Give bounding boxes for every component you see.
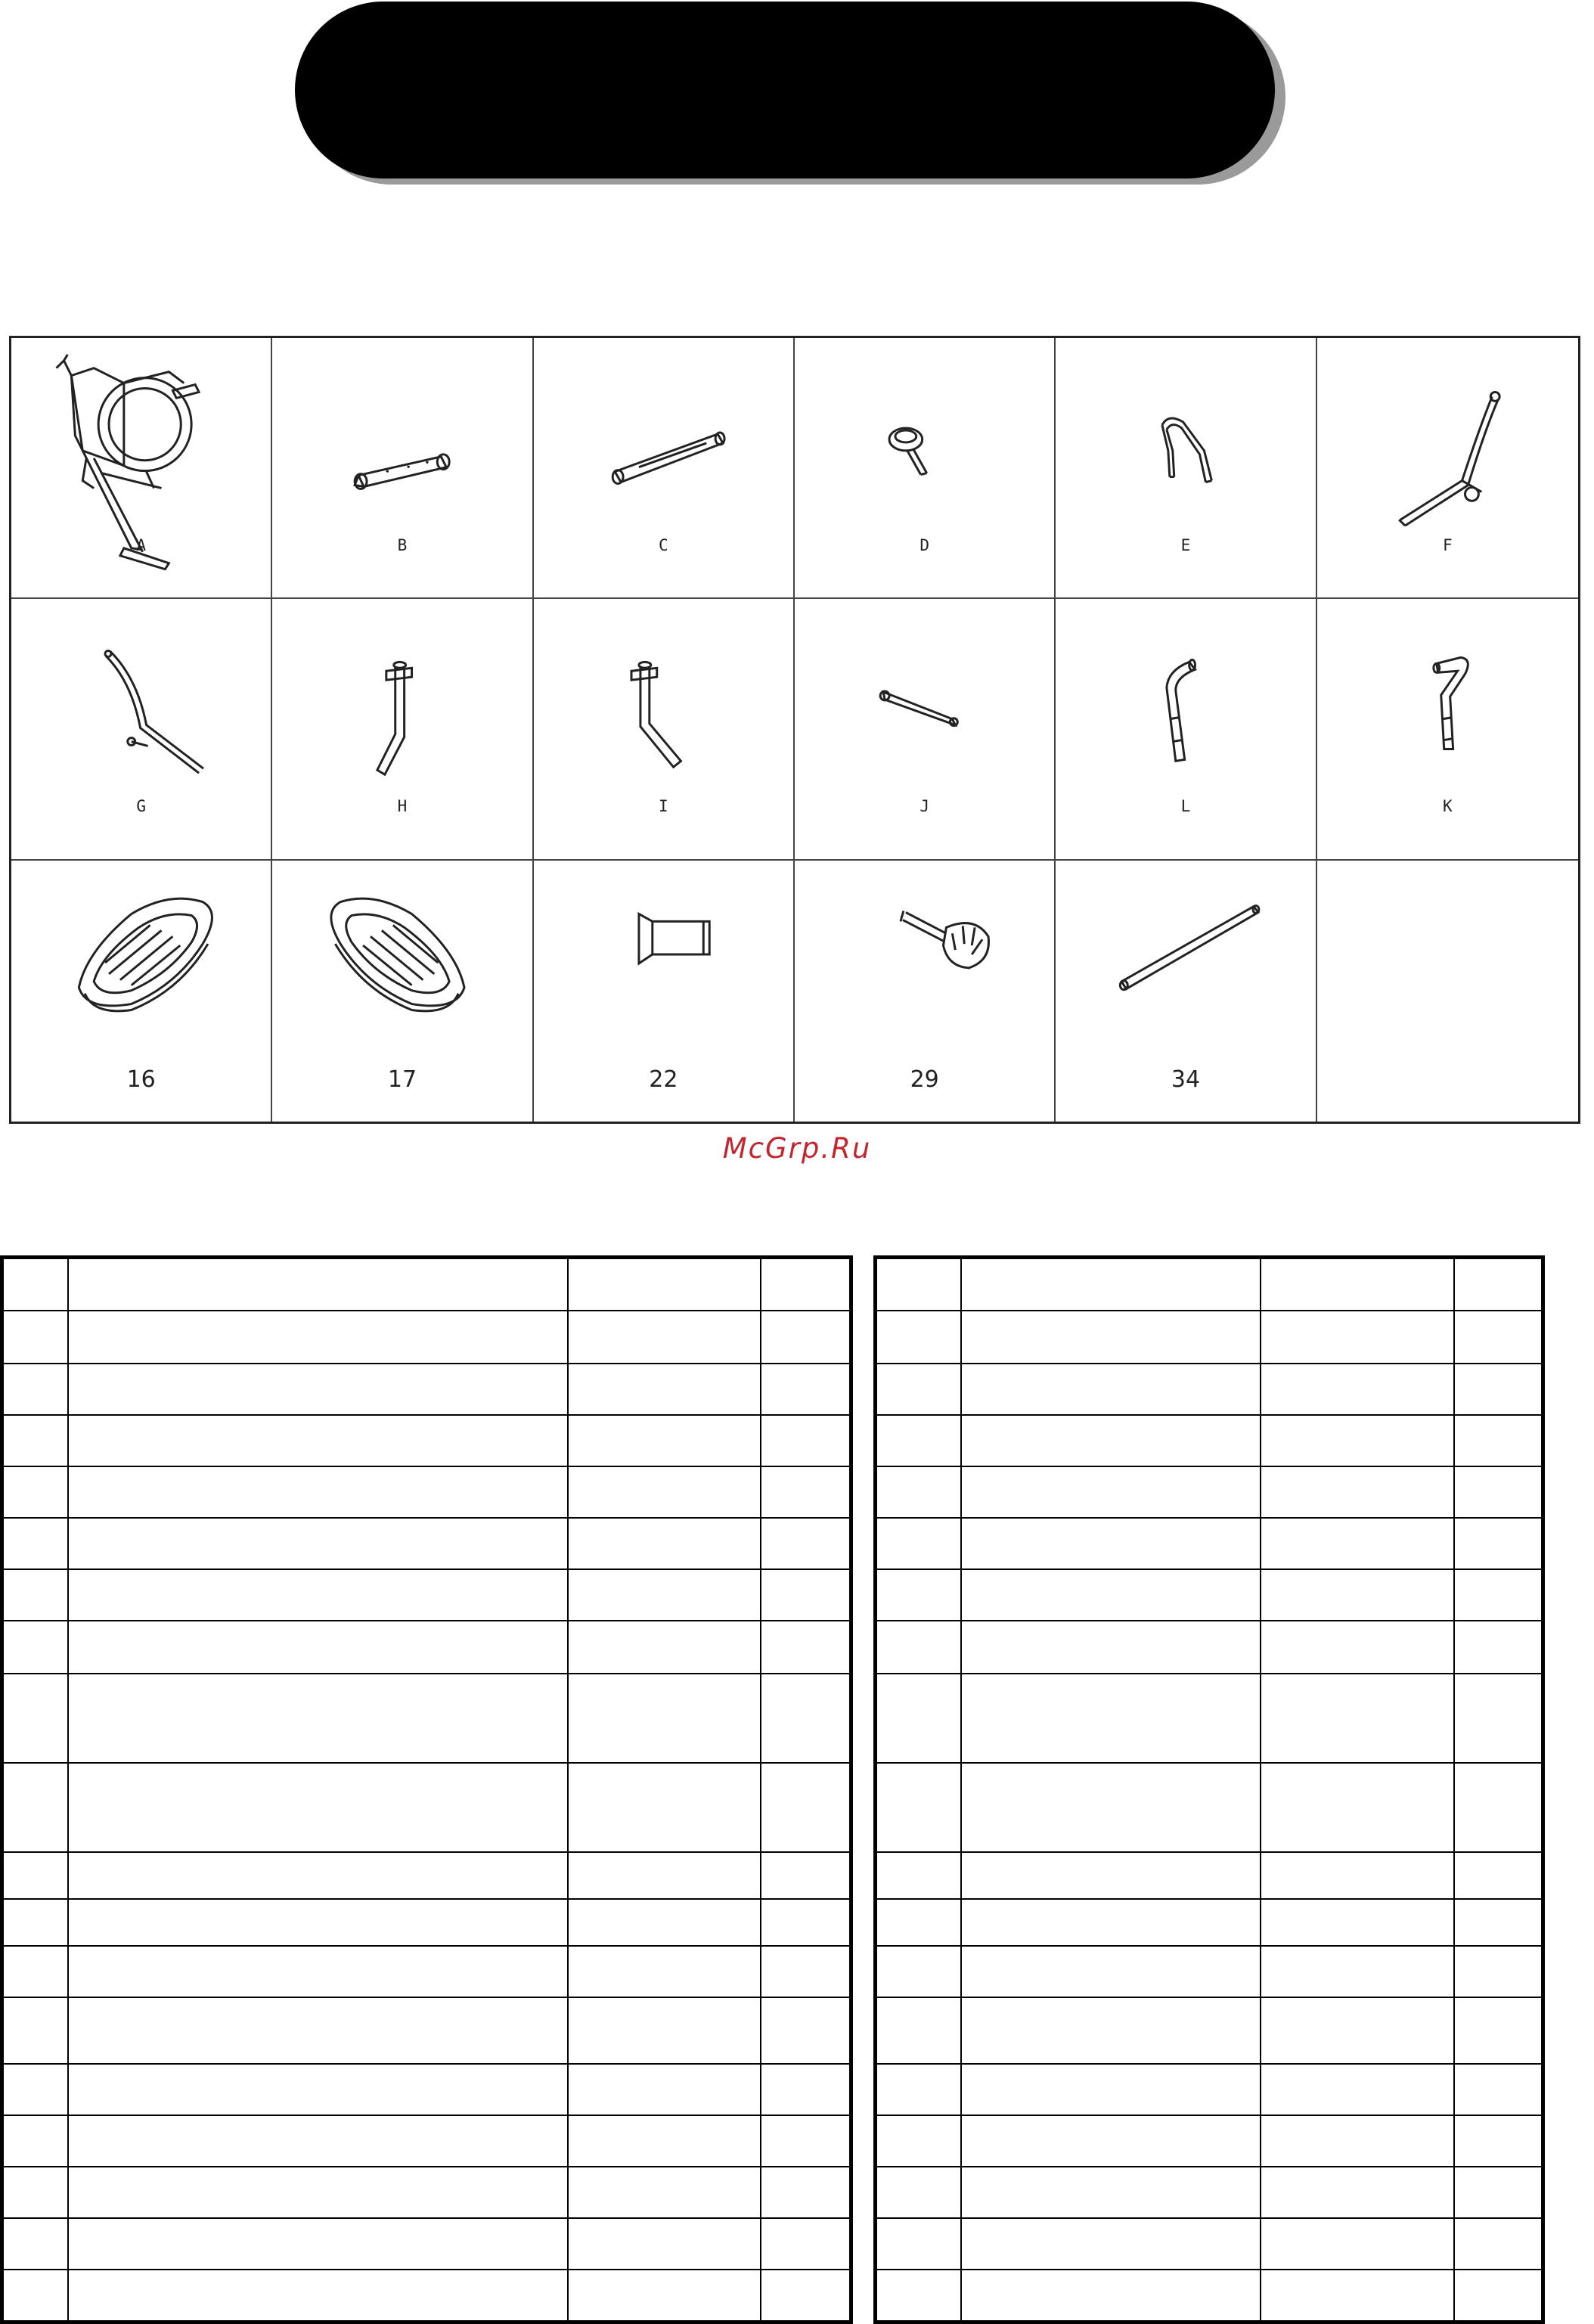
table-row bbox=[2, 1852, 851, 1899]
part-cell-16 bbox=[11, 861, 272, 1122]
table-cell bbox=[876, 1466, 961, 1518]
table-cell bbox=[1261, 2115, 1455, 2167]
table-cell bbox=[1261, 1415, 1455, 1466]
table-row bbox=[876, 1518, 1543, 1569]
table-cell bbox=[68, 2064, 568, 2115]
table-row bbox=[2, 1518, 851, 1569]
link-bar-icon bbox=[795, 599, 1054, 858]
table-cell bbox=[1261, 1311, 1455, 1364]
table-cell bbox=[761, 2064, 851, 2115]
table-cell bbox=[2, 1518, 69, 1569]
table-cell bbox=[68, 1946, 568, 1997]
table-cell bbox=[1454, 1415, 1543, 1466]
table-cell bbox=[961, 1311, 1261, 1364]
table-cell bbox=[761, 2115, 851, 2167]
table-cell bbox=[876, 1364, 961, 1415]
table-cell bbox=[68, 1621, 568, 1674]
table-row bbox=[876, 1569, 1543, 1621]
table-cell bbox=[2, 1466, 69, 1518]
part-label: 22 bbox=[649, 1066, 678, 1093]
table-cell bbox=[961, 1674, 1261, 1763]
table-cell bbox=[1454, 2270, 1543, 2322]
handlebar-icon bbox=[1056, 338, 1315, 597]
table-row bbox=[2, 1899, 851, 1946]
table-cell bbox=[1454, 1621, 1543, 1674]
table-cell bbox=[761, 1674, 851, 1763]
table-cell bbox=[2, 2270, 69, 2322]
table-cell bbox=[68, 1518, 568, 1569]
parts-list-table-right bbox=[873, 1255, 1545, 2324]
part-label: H bbox=[397, 797, 408, 816]
part-cell-j bbox=[795, 599, 1056, 860]
table-cell bbox=[2, 2115, 69, 2167]
table-cell bbox=[1454, 1311, 1543, 1364]
table-cell bbox=[761, 1899, 851, 1946]
table-row bbox=[876, 1946, 1543, 1997]
table-row bbox=[2, 1415, 851, 1466]
table-cell bbox=[2, 2167, 69, 2218]
table-cell bbox=[1261, 1997, 1455, 2064]
table-row bbox=[2, 2218, 851, 2270]
table-cell bbox=[876, 1674, 961, 1763]
part-label: F bbox=[1443, 536, 1453, 554]
table-row bbox=[876, 1364, 1543, 1415]
table-cell bbox=[68, 1569, 568, 1621]
table-cell bbox=[2, 1997, 69, 2064]
table-cell bbox=[68, 1997, 568, 2064]
table-row bbox=[876, 2270, 1543, 2322]
table-cell bbox=[68, 2218, 568, 2270]
part-cell-i bbox=[534, 599, 795, 860]
table-cell bbox=[568, 1899, 761, 1946]
table-cell bbox=[568, 1311, 761, 1364]
table-cell bbox=[876, 1852, 961, 1899]
part-label: L bbox=[1180, 797, 1191, 816]
part-cell-empty bbox=[1317, 861, 1578, 1122]
part-label: D bbox=[919, 536, 929, 554]
table-cell bbox=[568, 1364, 761, 1415]
table-cell bbox=[876, 1311, 961, 1364]
table-cell bbox=[761, 1852, 851, 1899]
table-cell bbox=[568, 1852, 761, 1899]
table-cell bbox=[2, 1946, 69, 1997]
table-cell bbox=[2, 1415, 69, 1466]
table-row bbox=[876, 2064, 1543, 2115]
table-cell bbox=[2, 1763, 69, 1852]
table-cell bbox=[876, 1258, 961, 1311]
table-row bbox=[876, 1763, 1543, 1852]
table-cell bbox=[761, 1415, 851, 1466]
table-cell bbox=[1261, 1621, 1455, 1674]
hooked-tube-icon bbox=[1317, 599, 1578, 858]
table-row bbox=[876, 1674, 1543, 1763]
table-cell bbox=[2, 1569, 69, 1621]
table-cell bbox=[961, 2270, 1261, 2322]
table-cell bbox=[761, 1621, 851, 1674]
table-cell bbox=[1261, 1946, 1455, 1997]
table-cell bbox=[568, 1415, 761, 1466]
part-cell-22 bbox=[534, 861, 795, 1122]
table-cell bbox=[1454, 1466, 1543, 1518]
table-cell bbox=[1454, 1852, 1543, 1899]
table-row bbox=[876, 1621, 1543, 1674]
table-cell bbox=[761, 1258, 851, 1311]
table-cell bbox=[761, 2167, 851, 2218]
table-cell bbox=[1454, 2064, 1543, 2115]
table-cell bbox=[961, 2218, 1261, 2270]
table-row bbox=[2, 1466, 851, 1518]
part-label: B bbox=[397, 536, 408, 554]
table-cell bbox=[1261, 1258, 1455, 1311]
table-cell bbox=[68, 1415, 568, 1466]
table-cell bbox=[761, 2270, 851, 2322]
table-cell bbox=[1454, 1674, 1543, 1763]
part-label: 17 bbox=[387, 1066, 417, 1093]
table-cell bbox=[1261, 1674, 1455, 1763]
table-cell bbox=[2, 1311, 69, 1364]
part-label: E bbox=[1180, 536, 1191, 554]
table-cell bbox=[1261, 2270, 1455, 2322]
table-cell bbox=[1454, 1569, 1543, 1621]
table-cell bbox=[568, 1946, 761, 1997]
table-cell bbox=[568, 2064, 761, 2115]
part-label: I bbox=[659, 797, 668, 816]
stabilizer-bar-icon bbox=[272, 338, 532, 597]
table-row bbox=[2, 1258, 851, 1311]
table-cell bbox=[876, 1518, 961, 1569]
table-cell bbox=[1261, 2167, 1455, 2218]
table-cell bbox=[761, 1364, 851, 1415]
table-cell bbox=[2, 1852, 69, 1899]
table-cell bbox=[568, 2115, 761, 2167]
table-row bbox=[2, 1364, 851, 1415]
table-cell bbox=[568, 1763, 761, 1852]
table-cell bbox=[876, 1621, 961, 1674]
table-row bbox=[2, 1763, 851, 1852]
table-row bbox=[876, 2167, 1543, 2218]
part-cell-h bbox=[272, 599, 533, 860]
table-cell bbox=[1261, 1763, 1455, 1852]
part-label: 34 bbox=[1171, 1066, 1201, 1093]
table-cell bbox=[1261, 1364, 1455, 1415]
table-cell bbox=[961, 1569, 1261, 1621]
table-row bbox=[2, 2115, 851, 2167]
part-cell-a bbox=[11, 338, 272, 599]
table-cell bbox=[961, 1899, 1261, 1946]
table-row bbox=[2, 1569, 851, 1621]
arm-tube-icon bbox=[11, 599, 271, 858]
part-cell-b bbox=[272, 338, 533, 599]
table-row bbox=[876, 1997, 1543, 2064]
part-label: A bbox=[136, 536, 146, 554]
arm-tube-icon bbox=[1317, 338, 1578, 597]
table-row bbox=[876, 1311, 1543, 1364]
table-cell bbox=[876, 1899, 961, 1946]
table-row bbox=[2, 2167, 851, 2218]
table-cell bbox=[961, 1946, 1261, 1997]
table-cell bbox=[961, 1852, 1261, 1899]
table-cell bbox=[961, 1518, 1261, 1569]
table-cell bbox=[961, 2064, 1261, 2115]
table-cell bbox=[876, 1415, 961, 1466]
part-cell-e bbox=[1056, 338, 1316, 599]
part-cell-c bbox=[534, 338, 795, 599]
table-cell bbox=[2, 1258, 69, 1311]
table-cell bbox=[876, 1997, 961, 2064]
stabilizer-bar-icon bbox=[534, 338, 793, 597]
table-cell bbox=[2, 1899, 69, 1946]
table-cell bbox=[876, 1763, 961, 1852]
part-label: G bbox=[136, 797, 146, 816]
table-cell bbox=[761, 1763, 851, 1852]
table-cell bbox=[1454, 1364, 1543, 1415]
table-cell bbox=[1454, 2167, 1543, 2218]
table-cell bbox=[961, 1997, 1261, 2064]
table-cell bbox=[1261, 1466, 1455, 1518]
hooked-tube-icon bbox=[1056, 599, 1315, 858]
title-banner bbox=[295, 2, 1275, 178]
table-cell bbox=[876, 2218, 961, 2270]
table-row bbox=[876, 1415, 1543, 1466]
table-cell bbox=[2, 2218, 69, 2270]
table-cell bbox=[568, 1518, 761, 1569]
table-cell bbox=[961, 1364, 1261, 1415]
table-cell bbox=[1454, 1258, 1543, 1311]
table-cell bbox=[876, 1946, 961, 1997]
table-cell bbox=[68, 1466, 568, 1518]
part-cell-29 bbox=[795, 861, 1056, 1122]
table-cell bbox=[961, 1466, 1261, 1518]
part-label: 16 bbox=[126, 1066, 156, 1093]
table-cell bbox=[68, 1364, 568, 1415]
table-row bbox=[2, 2064, 851, 2115]
part-label: J bbox=[919, 797, 929, 816]
table-cell bbox=[1454, 2115, 1543, 2167]
table-row bbox=[876, 1899, 1543, 1946]
table-row bbox=[2, 1621, 851, 1674]
table-row bbox=[876, 1258, 1543, 1311]
part-cell-34 bbox=[1056, 861, 1316, 1122]
table-cell bbox=[2, 1674, 69, 1763]
table-cell bbox=[1261, 1899, 1455, 1946]
table-row bbox=[876, 2218, 1543, 2270]
table-cell bbox=[761, 2218, 851, 2270]
part-cell-k bbox=[1317, 599, 1578, 860]
table-row bbox=[2, 2270, 851, 2322]
part-cell-f bbox=[1317, 338, 1578, 599]
table-cell bbox=[876, 2167, 961, 2218]
table-cell bbox=[1261, 2218, 1455, 2270]
table-cell bbox=[568, 2218, 761, 2270]
part-cell-17 bbox=[272, 861, 533, 1122]
table-cell bbox=[761, 1997, 851, 2064]
table-cell bbox=[68, 1674, 568, 1763]
table-cell bbox=[1261, 1569, 1455, 1621]
elliptical-trainer-icon bbox=[11, 338, 271, 597]
table-cell bbox=[1261, 2064, 1455, 2115]
table-cell bbox=[961, 1415, 1261, 1466]
table-row bbox=[2, 1311, 851, 1364]
table-cell bbox=[568, 2270, 761, 2322]
part-cell-d bbox=[795, 338, 1056, 599]
table-cell bbox=[761, 1311, 851, 1364]
part-label: 29 bbox=[910, 1066, 939, 1093]
table-cell bbox=[568, 1569, 761, 1621]
parts-grid bbox=[9, 336, 1580, 1124]
table-cell bbox=[568, 2167, 761, 2218]
table-row bbox=[2, 1674, 851, 1763]
table-cell bbox=[876, 2115, 961, 2167]
table-row bbox=[876, 1466, 1543, 1518]
table-cell bbox=[568, 1258, 761, 1311]
table-cell bbox=[68, 1852, 568, 1899]
table-cell bbox=[2, 1364, 69, 1415]
table-cell bbox=[1454, 2218, 1543, 2270]
table-cell bbox=[761, 1569, 851, 1621]
table-cell bbox=[68, 2115, 568, 2167]
part-cell-g bbox=[11, 599, 272, 860]
table-cell bbox=[876, 2064, 961, 2115]
table-cell bbox=[961, 1621, 1261, 1674]
knob-icon bbox=[795, 338, 1054, 597]
table-cell bbox=[761, 1466, 851, 1518]
table-cell bbox=[1454, 1899, 1543, 1946]
table-row bbox=[2, 1997, 851, 2064]
table-cell bbox=[68, 2270, 568, 2322]
table-cell bbox=[1454, 1946, 1543, 1997]
table-cell bbox=[961, 2115, 1261, 2167]
part-label: C bbox=[659, 536, 668, 554]
part-label: K bbox=[1443, 797, 1453, 816]
bent-tube-icon bbox=[534, 599, 793, 858]
bent-tube-icon bbox=[272, 599, 532, 858]
table-cell bbox=[1454, 1997, 1543, 2064]
table-row bbox=[2, 1946, 851, 1997]
part-cell-l bbox=[1056, 599, 1316, 860]
table-cell bbox=[568, 1466, 761, 1518]
table-cell bbox=[761, 1946, 851, 1997]
table-cell bbox=[568, 1997, 761, 2064]
table-cell bbox=[876, 1569, 961, 1621]
parts-list-table-left bbox=[0, 1255, 853, 2324]
table-cell bbox=[961, 2167, 1261, 2218]
table-cell bbox=[1454, 1518, 1543, 1569]
table-cell bbox=[1261, 1518, 1455, 1569]
table-cell bbox=[2, 2064, 69, 2115]
table-cell bbox=[568, 1674, 761, 1763]
table-cell bbox=[876, 2270, 961, 2322]
table-cell bbox=[1454, 1763, 1543, 1852]
table-cell bbox=[68, 2167, 568, 2218]
table-row bbox=[876, 2115, 1543, 2167]
table-cell bbox=[1261, 1852, 1455, 1899]
table-cell bbox=[68, 1763, 568, 1852]
watermark: McGrp.Ru bbox=[722, 1132, 872, 1165]
table-cell bbox=[68, 1899, 568, 1946]
table-cell bbox=[68, 1311, 568, 1364]
table-cell bbox=[568, 1621, 761, 1674]
table-cell bbox=[961, 1763, 1261, 1852]
table-cell bbox=[2, 1621, 69, 1674]
table-cell bbox=[761, 1518, 851, 1569]
table-cell bbox=[961, 1258, 1261, 1311]
table-row bbox=[876, 1852, 1543, 1899]
table-cell bbox=[68, 1258, 568, 1311]
